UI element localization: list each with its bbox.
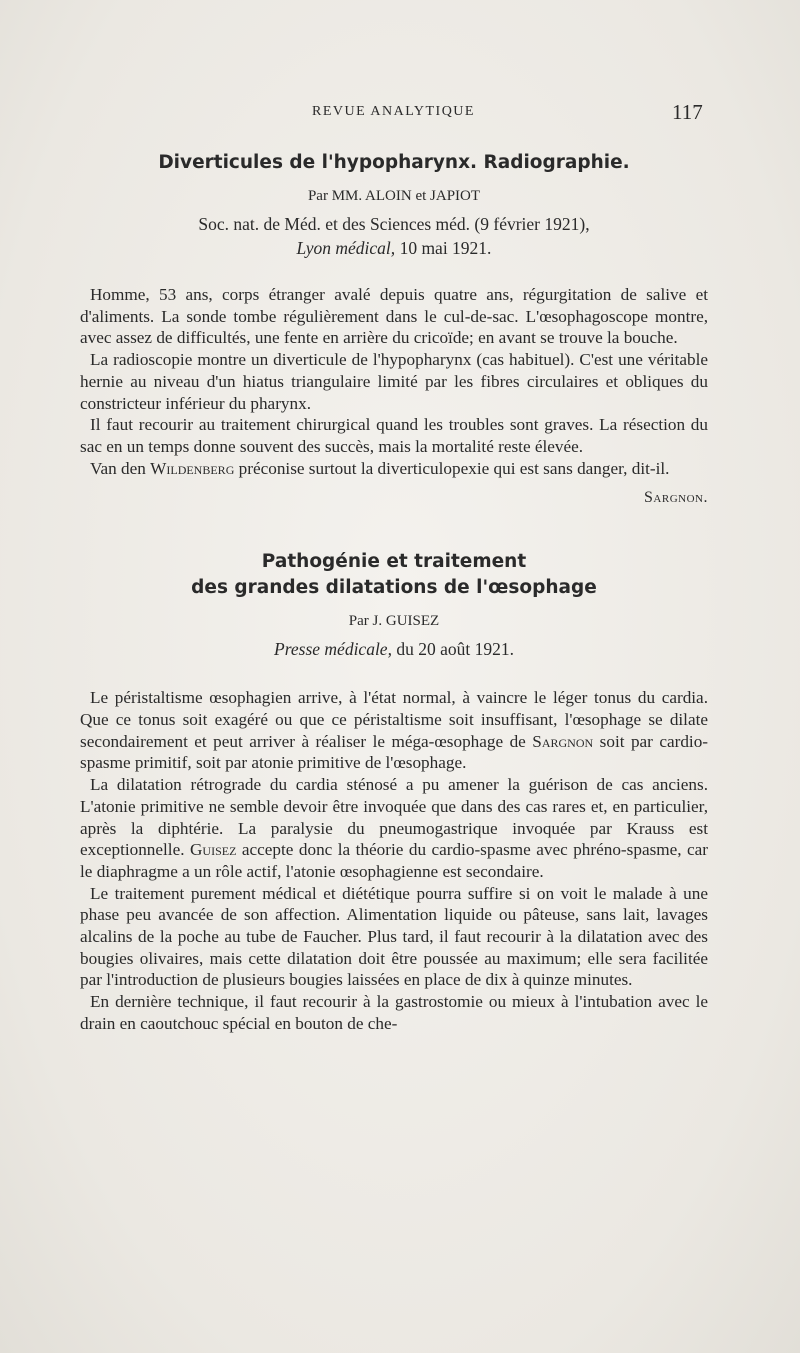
paragraph: Il faut recourir au traitement chirurgical quand les troubles sont graves. La résection du sac en un temps donne souvent des succès, mais la mortalité reste élevée. [80, 415, 708, 456]
author-name: Sargnon [532, 731, 594, 751]
article-diverticules [80, 150, 708, 507]
text-run: La dilatation rétrograde du cardia sténosé a pu amener la guérison de cas anciens. L'atonie primitive ne semble devoir être invoquée que dans des cas rares et, en particulier, après la diphtérie. La paralysie du pneumogastrique invoquée par Krauss est exceptionnelle. [80, 775, 708, 860]
paragraph: La radioscopie montre un diverticule de l'hypopharynx (cas habituel). C'est une véritable hernie au niveau d'un hiatus triangulaire limité par les fibres circulaires et obliques du constricteur inférieur du pharynx. [80, 350, 708, 413]
paragraph [80, 774, 708, 883]
text-run: Le péristaltisme œsophagien arrive, à l'état normal, à vaincre le léger tonus du cardia. Que ce tonus soit exagéré ou que ce péristaltisme soit insuffisant, l'œsophage se dilate secondairement et peut arriver à réaliser le méga-œsophage de [80, 688, 708, 751]
text-run: accepte donc la théorie du cardio-spasme avec phréno-spasme, car le diaphragme a un rôle actif, l'atonie œsophagienne est secondaire. [80, 840, 709, 881]
paragraph [80, 687, 708, 774]
reviewer-signature: Sargnon. [644, 489, 708, 507]
title-line: Pathogénie et traitement [261, 551, 527, 573]
article-source [80, 637, 708, 661]
running-title: REVUE ANALYTIQUE [312, 104, 475, 119]
text-run: Van den [90, 458, 146, 478]
article-title [80, 549, 708, 601]
text-run: soit par cardio-spasme primitif, soit par atonie primitive de l'œsophage. [80, 731, 709, 773]
source-date: 10 mai 1921. [399, 238, 492, 258]
article-body [80, 284, 708, 479]
article-body [80, 687, 708, 1034]
source-journal: Presse médicale, [274, 639, 392, 660]
author-name: Guisez [190, 840, 237, 860]
source-society: Soc. nat. de Méd. et des Sciences méd. (9 février 1921), [198, 214, 590, 234]
paragraph: Homme, 53 ans, corps étranger avalé depuis quatre ans, régurgitation de salive et d'aliments. La sonde tombe régulièrement dans le cul-de-sac. L'œsophagoscope montre, avec assez de difficultés, une fente en arrière du cricoïde; en avant se trouve la bouche. [80, 285, 708, 348]
author-name: Wildenberg [150, 458, 235, 478]
title-line: des grandes dilatations de l'œsophage [191, 577, 597, 599]
page-content [80, 150, 708, 1035]
source-journal: Lyon médical, [296, 238, 396, 258]
paragraph: En dernière technique, il faut recourir à la gastrostomie ou mieux à l'intubation avec le drain en caoutchouc spécial en bouton de che- [80, 992, 708, 1033]
paragraph [80, 458, 708, 480]
article-authors: Par MM. ALOIN et JAPIOT [307, 188, 481, 204]
running-header [0, 100, 800, 126]
page-number: 117 [672, 100, 703, 124]
article-authors: Par J. GUISEZ [348, 613, 440, 630]
article-dilatations [80, 549, 708, 1034]
text-run: préconise surtout la diverticulopexie qui est sans danger, dit-il. [238, 458, 670, 478]
article-source [80, 212, 708, 260]
source-date: du 20 août 1921. [396, 639, 514, 660]
paragraph: Le traitement purement médical et diététique pourra suffire si on voit le malade à une phase peu avancée de son affection. Alimentation liquide ou pâteuse, sans lait, lavages alcalins de la poche au tube de Faucher. Plus tard, il faut recourir à la dilatation avec des bougies olivaires, mais cette dilatation doit être poussée au maximum; elle sera facilitée par l'introduction de plusieurs bougies laissées en place de dix à quinze minutes. [80, 883, 708, 990]
article-title: Diverticules de l'hypopharynx. Radiographie. [158, 152, 630, 173]
